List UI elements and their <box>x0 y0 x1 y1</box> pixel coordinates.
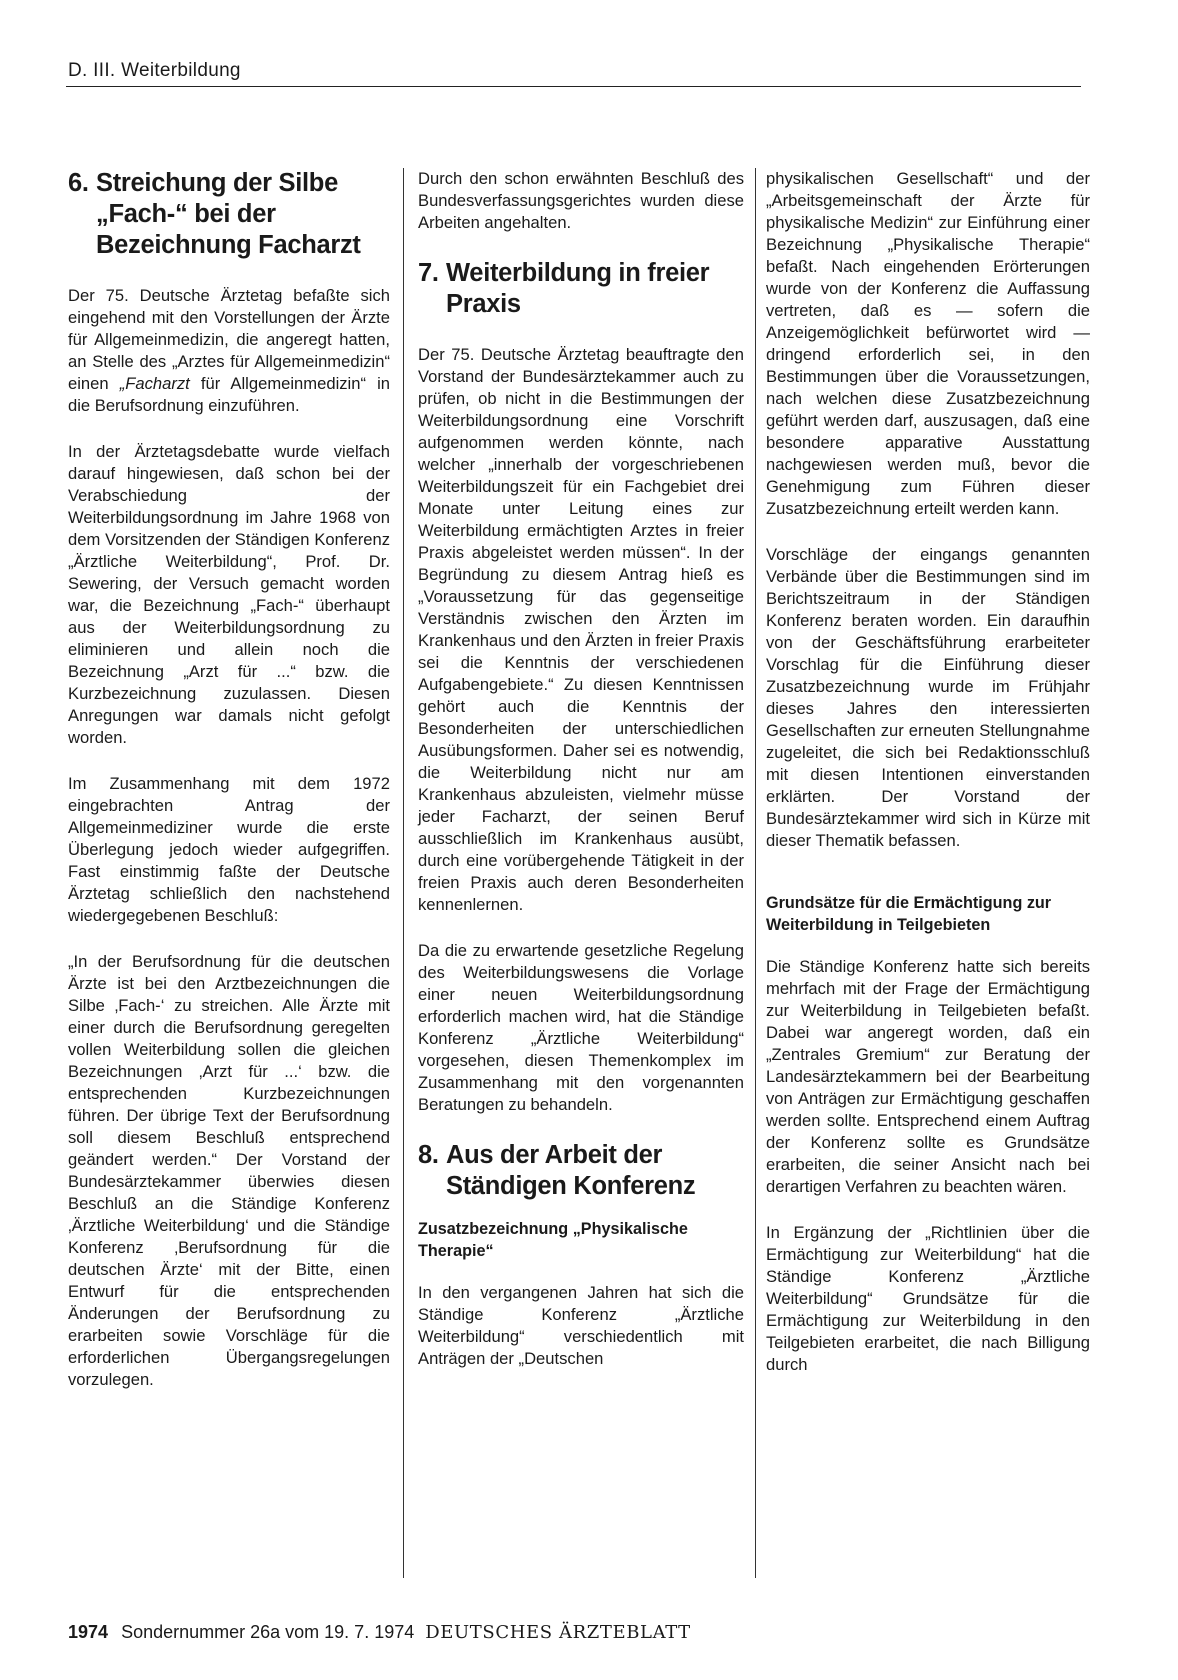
section-6-heading-block <box>68 168 390 261</box>
paragraph-text: für Allgemeinmedizin“ in die Berufsordnung einzuführen. <box>68 374 390 415</box>
section-8-heading-block <box>418 1140 744 1202</box>
column-rule-1 <box>403 168 404 1578</box>
section-7-heading-block <box>418 258 744 320</box>
paragraph: In der Ärztetagsdebatte wurde vielfach darauf hingewiesen, daß schon bei der Verabschiedung der Weiterbildungsordnung im Jahre 1968 von dem Vorsitzenden der Ständigen Konferenz „Ärztliche Weiterbildung“, Prof. Dr. Sewering, der Versuch gemacht worden war, die Bezeichnung „Fach-“ überhaupt aus der Weiterbildungsordnung zu eliminieren und allein noch die Bezeichnung „Arzt für ...“ bzw. die Kurzbezeichnung zuzulassen. Diesen Anregungen war damals nicht gefolgt worden. <box>68 442 390 747</box>
paragraph: Da die zu erwartende gesetzliche Regelung des Weiterbildungswesens die Vorlage einer neuen Weiterbildungsordnung erforderlich machen wird, hat die Ständige Konferenz „Ärztliche Weiterbildung“ vorgesehen, diesen Themenkomplex im Zusammenhang mit den vorgenannten Beratungen zu behandeln. <box>418 941 744 1114</box>
column-1 <box>68 168 390 1391</box>
section-6-heading <box>68 168 390 261</box>
section-8-number: 8. <box>418 1141 439 1169</box>
section-7-number: 7. <box>418 259 439 287</box>
paragraph: Vorschläge der eingangs genannten Verbände über die Bestimmungen sind im Berichtszeitraum in der Ständigen Konferenz beraten worden. Ein daraufhin von der Geschäftsführung erarbeiteter Vorschlag für die Einführung dieser Zusatzbezeichnung wurde im Frühjahr dieses Jahres den interessierten Gesellschaften zur erneuten Stellungnahme zugeleitet, die sich bei Redaktionsschluß mit diesen Intentionen einverstanden erklärten. Der Vorstand der Bundesärztekammer wird sich in Kürze mit dieser Thematik befassen. <box>766 545 1090 850</box>
masthead: DEUTSCHES ÄRZTEBLATT <box>425 1622 691 1643</box>
paragraph: „In der Berufsordnung für die deutschen Ärzte ist bei den Arztbezeichnungen die Silbe ‚Fach-‘ zu streichen. Alle Ärzte mit einer durch die Berufsordnung geregelten vollen Weiterbildung sollen die gleichen Bezeichnungen ‚Arzt für ...‘ bzw. die entsprechenden Kurzbezeichnungen führen. Der übrige Text der Berufsordnung soll diesem Beschluß entsprechend geändert werden.“ Der Vorstand der Bundesärztekammer überwies diesen Beschluß an die Ständige Konferenz ‚Ärztliche Weiterbildung‘ und die Ständige Konferenz ‚Berufsordnung für die deutschen Ärzte‘ mit der Bitte, einen Entwurf für die entsprechenden Änderungen der Berufsordnung zu erarbeiten sowie Vorschläge für die erforderlichen Übergangsregelungen vorzulegen. <box>68 952 390 1389</box>
section-8-heading <box>418 1140 744 1202</box>
paragraph: physikalischen Gesellschaft“ und der „Arbeitsgemeinschaft der Ärzte für physikalische Medizin“ zur Einführung einer Bezeichnung „Physikalische Therapie“ befaßt. Nach eingehenden Erörterungen wurde von der Konferenz die Auffassung vertreten, daß es — sofern die Anzeigemöglichkeit befürwortet wird — dringend erforderlich sei, in den Bestimmungen über die Voraussetzungen, nach welchen diese Zusatzbezeichnung geführt werden darf, auszusagen, daß eine besondere apparative Ausstattung nachgewiesen werden muß, bevor die Genehmigung zum Führen dieser Zusatzbezeichnung erteilt werden kann. <box>766 169 1090 518</box>
issue-info: Sondernummer 26a vom 19. 7. 1974 <box>121 1622 415 1642</box>
paragraph: Die Ständige Konferenz hatte sich bereits mehrfach mit der Frage der Ermächtigung zur Weiterbildung in Teilgebieten befaßt. Dabei war angeregt worden, daß ein „Zentrales Gremium“ zur Beratung der Landesärztekammern bei der Bearbeitung von Anträgen zur Ermächtigung geschaffen werden sollte. Entsprechend einem Auftrag der Konferenz sollte es Grundsätze erarbeiten, die seiner Ansicht nach bei derartigen Verfahren zu beachten wären. <box>766 957 1090 1196</box>
paragraph: Der 75. Deutsche Ärztetag beauftragte den Vorstand der Bundesärztekammer auch zu prüfen, ob nicht in die Bestimmungen der Weiterbildungsordnung eine Vorschrift aufgenommen werden könnte, nach welcher „innerhalb der vorgeschriebenen Weiterbildungszeit für ein Fachgebiet drei Monate unter Leitung eines zur Weiterbildung ermächtigten Arztes in freier Praxis abgeleistet werden müssen“. In der Begründung zu diesem Antrag hieß es „Voraussetzung für das gegenseitige Verständnis zwischen den Ärzten im Krankenhaus und den Ärzten in freier Praxis sei die Kenntnis der verschiedenen Aufgabengebiete.“ Zu diesen Kenntnissen gehört auch die Kenntnis der Besonderheiten der unterschiedlichen Ausübungsformen. Daher sei es notwendig, die Weiterbildung nicht nur am Krankenhaus abzuleisten, vielmehr müsse jeder Facharzt, der seinen Beruf ausschließlich im Krankenhaus ausübt, durch eine vorübergehende Tätigkeit in der freien Praxis auch deren Besonderheiten kennenlernen. <box>418 345 744 914</box>
section-7-heading <box>418 258 744 320</box>
subheading-grundsaetze-ermaechtigung: Grundsätze für die Ermächtigung zur Weiterbildung in Teilgebieten <box>766 894 1052 934</box>
section-7-title: Weiterbildung in freier Praxis <box>446 259 710 318</box>
emphasis-facharzt: „Facharzt <box>119 374 190 393</box>
section-6-title: Streichung der Silbe „Fach-“ bei der Bezeichnung Facharzt <box>96 169 361 259</box>
page-footer <box>68 1622 691 1643</box>
subheading-physikalische-therapie: Zusatzbezeichnung „Physikalische Therapie“ <box>418 1220 688 1260</box>
header-rule <box>66 86 1081 87</box>
running-head: D. III. Weiterbildung <box>68 60 241 81</box>
paragraph <box>68 285 390 417</box>
column-rule-2 <box>755 168 756 1578</box>
paragraph-text: Der 75. Deutsche Ärztetag befaßte sich eingehend mit den Vorstellungen der Ärzte für Allgemeinmedizin, die angeregt hatten, an Stelle des „Arztes für Allgemeinmedizin“ einen <box>68 286 390 393</box>
paragraph: Im Zusammenhang mit dem 1972 eingebrachten Antrag der Allgemeinmediziner wurde die erste Überlegung jedoch wieder aufgegriffen. Fast einstimmig faßte der Deutsche Ärztetag schließlich den nachstehend wiedergegebenen Beschluß: <box>68 774 390 925</box>
column-2 <box>418 168 744 1370</box>
column-3 <box>766 168 1090 1376</box>
paragraph: In den vergangenen Jahren hat sich die Ständige Konferenz „Ärztliche Weiterbildung“ verschiedentlich mit Anträgen der „Deutschen <box>418 1283 744 1368</box>
paragraph: Durch den schon erwähnten Beschluß des Bundesverfassungsgerichtes wurden diese Arbeiten angehalten. <box>418 169 744 232</box>
section-6-number: 6. <box>68 169 89 197</box>
page-number: 1974 <box>68 1622 109 1642</box>
paragraph: In Ergänzung der „Richtlinien über die Ermächtigung zur Weiterbildung“ hat die Ständige Konferenz „Ärztliche Weiterbildung“ Grundsätze für die Ermächtigung zur Weiterbildung in den Teilgebieten erarbeitet, die nach Billigung durch <box>766 1223 1090 1374</box>
section-8-title: Aus der Arbeit der Ständigen Konferenz <box>446 1141 696 1200</box>
